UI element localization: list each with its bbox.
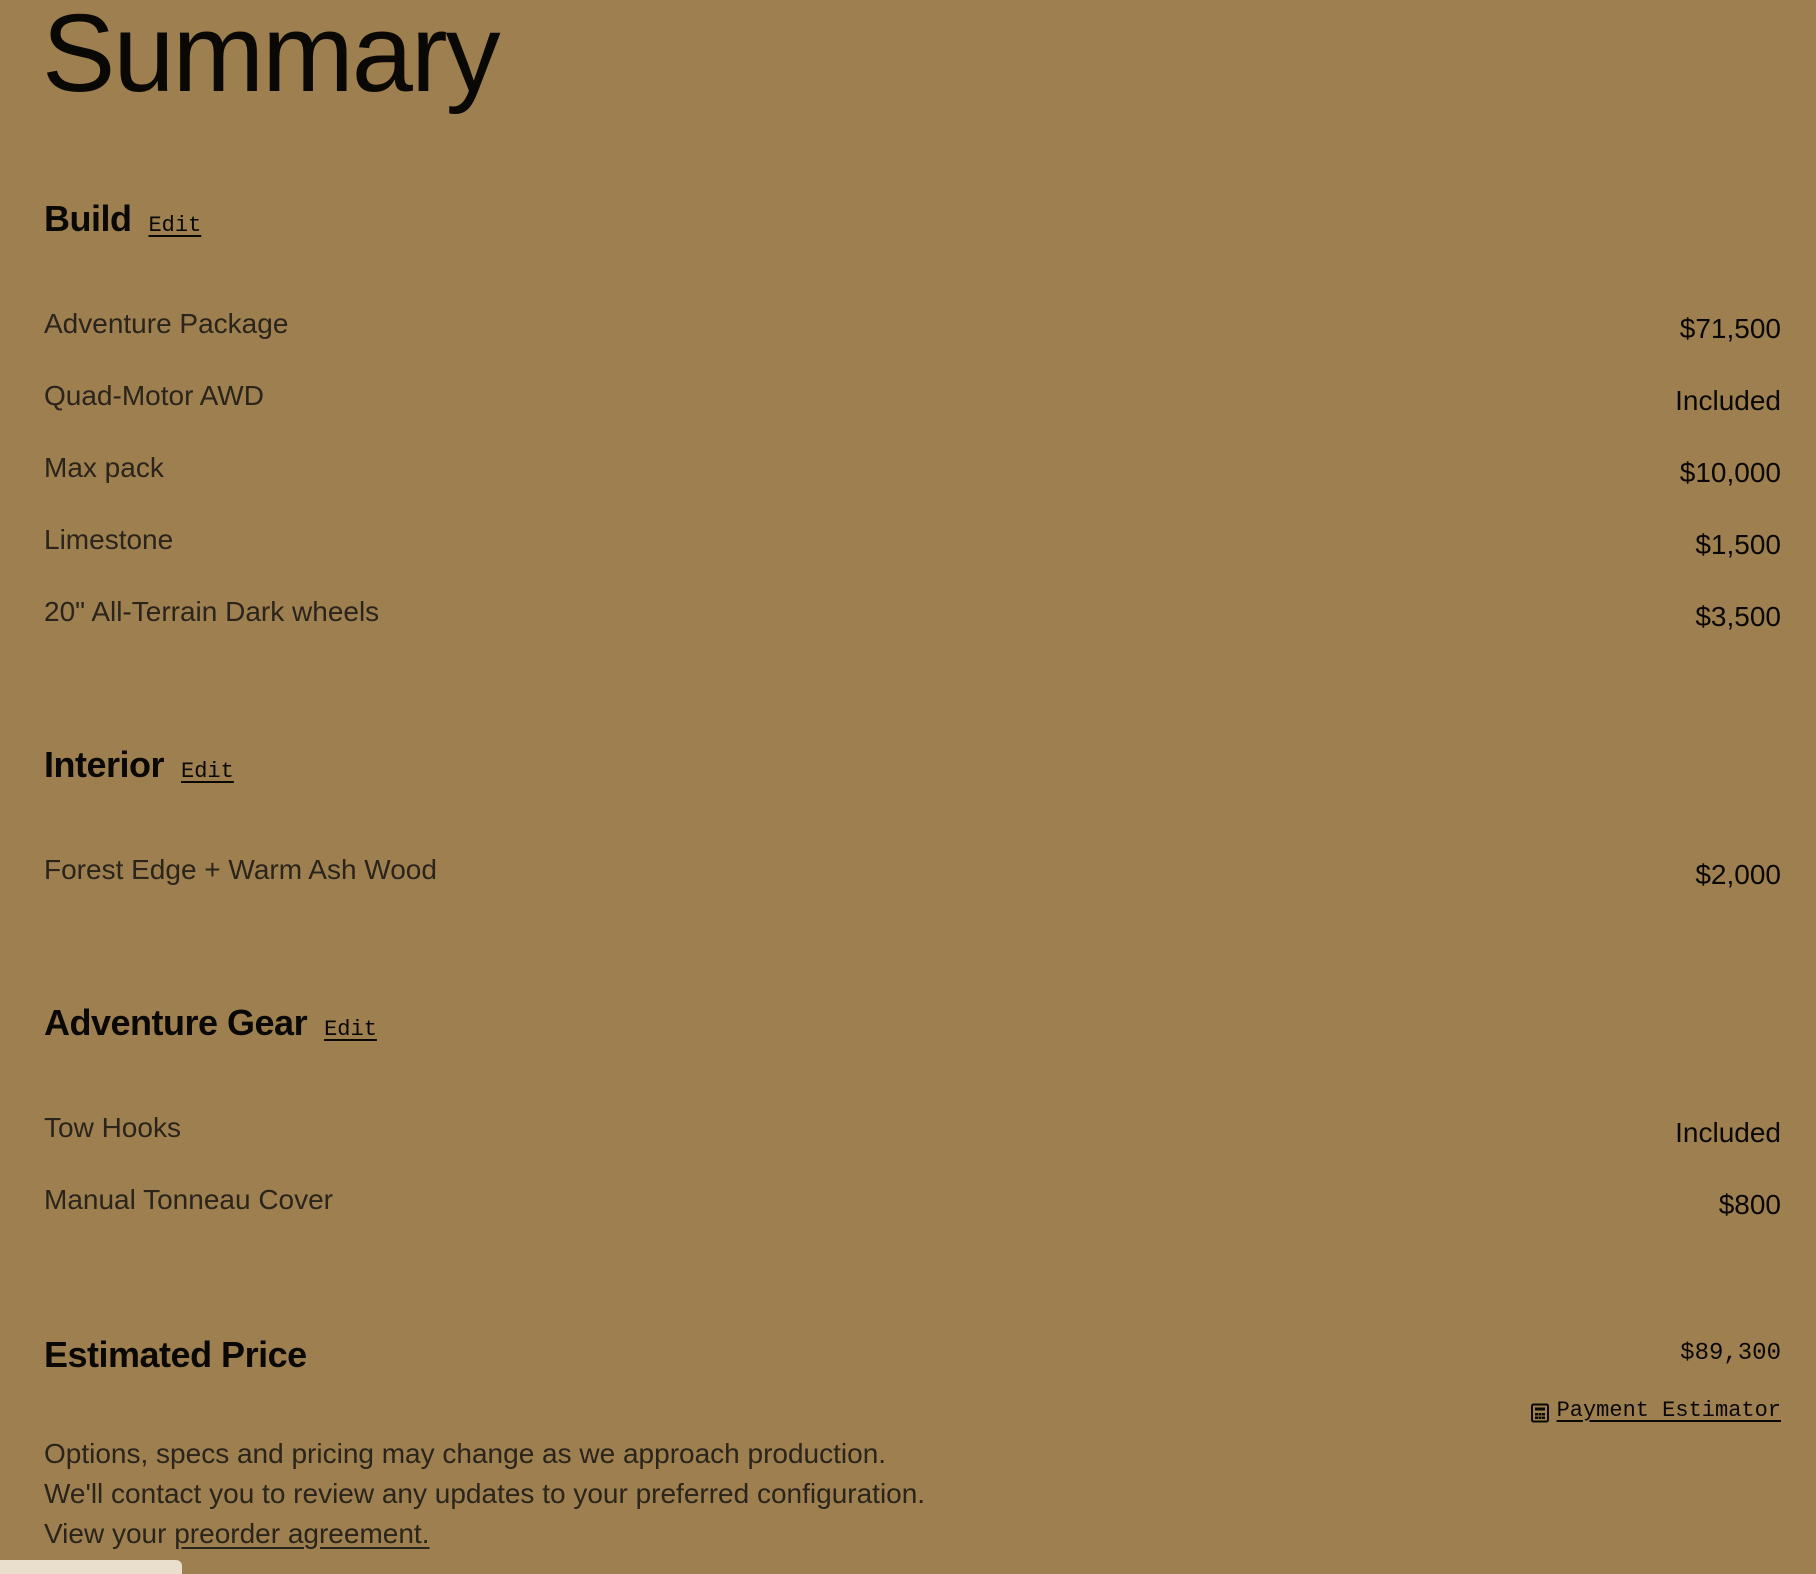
- interior-section-title: Interior: [44, 744, 165, 785]
- adventure-gear-items-list: [44, 1111, 1781, 1255]
- build-item-label: Limestone: [44, 524, 174, 555]
- build-item-row: [44, 595, 1781, 667]
- adventure-gear-item-row: [44, 1111, 1781, 1183]
- adventure-gear-item-row: [44, 1183, 1781, 1255]
- adventure-gear-section-title: Adventure Gear: [44, 1002, 308, 1043]
- build-section: [44, 198, 1781, 248]
- adventure-gear-edit-link[interactable]: Edit: [324, 1017, 377, 1042]
- estimated-price-title: Estimated Price: [44, 1334, 307, 1375]
- adventure-gear-section: [44, 1002, 1781, 1052]
- interior-item-label: Forest Edge + Warm Ash Wood: [44, 854, 437, 885]
- build-item-row: [44, 379, 1781, 451]
- adventure-gear-item-price: $800: [1718, 1189, 1781, 1220]
- adventure-gear-item-label: Tow Hooks: [44, 1112, 181, 1143]
- build-item-row: [44, 451, 1781, 523]
- adventure-gear-item-price: Included: [1675, 1117, 1781, 1148]
- interior-section-header: [44, 744, 1781, 794]
- build-item-row: [44, 523, 1781, 595]
- estimated-price-total: $89,300: [1680, 1340, 1781, 1367]
- build-item-price: Included: [1675, 385, 1781, 416]
- interior-edit-link[interactable]: Edit: [181, 759, 234, 784]
- summary-page: [44, 0, 1781, 1572]
- pricing-disclaimer: [44, 1434, 944, 1554]
- build-item-label: Max pack: [44, 452, 164, 483]
- interior-item-row: [44, 853, 1781, 925]
- page-title: Summary: [42, 0, 499, 115]
- build-item-price: $10,000: [1679, 457, 1781, 488]
- payment-estimator-link[interactable]: [1530, 1398, 1781, 1423]
- build-edit-link[interactable]: Edit: [148, 213, 202, 238]
- adventure-gear-section-header: [44, 1002, 1781, 1052]
- interior-item-price: $2,000: [1695, 859, 1781, 890]
- pricing-disclaimer-text: Options, specs and pricing may change as we approach production. We'll contact you to review any updates to your preferred configuration. View your: [44, 1438, 926, 1549]
- build-item-row: [44, 307, 1781, 379]
- adventure-gear-item-label: Manual Tonneau Cover: [44, 1184, 334, 1215]
- interior-items-list: [44, 853, 1781, 925]
- build-item-label: 20" All-Terrain Dark wheels: [44, 596, 380, 627]
- build-item-price: $3,500: [1695, 601, 1781, 632]
- build-item-label: Quad-Motor AWD: [44, 380, 264, 411]
- build-item-price: $1,500: [1695, 529, 1781, 560]
- build-items-list: [44, 307, 1781, 667]
- calculator-icon: [1530, 1403, 1550, 1423]
- build-item-label: Adventure Package: [44, 308, 289, 339]
- payment-estimator-label: Payment Estimator: [1556, 1398, 1781, 1423]
- build-section-title: Build: [44, 198, 132, 239]
- build-section-header: [44, 198, 1781, 248]
- preorder-agreement-link[interactable]: preorder agreement.: [174, 1518, 430, 1549]
- interior-section: [44, 744, 1781, 794]
- build-item-price: $71,500: [1679, 313, 1781, 344]
